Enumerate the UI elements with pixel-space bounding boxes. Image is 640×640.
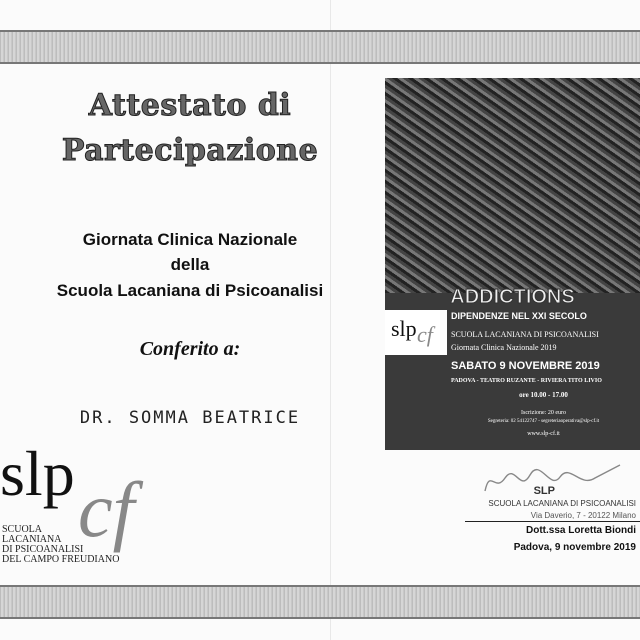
stamp-name: SLP — [533, 485, 555, 497]
event-poster — [385, 78, 640, 450]
logo-line: DI PSICOANALISI — [2, 544, 84, 555]
poster-artwork-chains — [385, 78, 640, 293]
bottom-border-band — [0, 585, 640, 619]
poster-event: Giornata Clinica Nazionale 2019 — [451, 343, 557, 352]
place-date: Padova, 9 novembre 2019 — [513, 542, 636, 553]
poster-date: SABATO 9 NOVEMBRE 2019 — [451, 360, 600, 372]
poster-fee: Iscrizione: 20 euro — [521, 410, 566, 416]
slp-logo: slp cf SCUOLA LACANIANA DI PSICOANALISI DEL CAMPO FREUDIANO — [0, 438, 135, 565]
event-line3: Scuola Lacaniana di Psicoanalisi — [56, 281, 324, 300]
poster-contact: Segreteria: 02 54122747 - segreteriaoperativa@slp-cf.it — [487, 419, 600, 424]
conferred-label: Conferito a: — [139, 338, 241, 360]
logo-line: SCUOLA — [2, 524, 43, 535]
handwritten-signature — [480, 463, 630, 497]
poster-hours: ore 10.00 - 17.00 — [519, 391, 568, 399]
logo-line: LACANIANA — [2, 534, 62, 545]
recipient-name: DR. SOMMA BEATRICE — [79, 408, 301, 428]
stamp-org: SCUOLA LACANIANA DI PSICOANALISI — [488, 499, 636, 508]
signatory-name: Dott.ssa Loretta Biondi — [525, 525, 636, 536]
poster-subtitle: DIPENDENZE NEL XXI SECOLO — [451, 311, 587, 321]
event-line1: Giornata Clinica Nazionale — [82, 230, 298, 249]
certificate-title-line2: Partecipazione — [61, 133, 319, 168]
signature-block — [385, 455, 640, 565]
logo-line: DEL CAMPO FREUDIANO — [2, 554, 120, 565]
event-line2: della — [170, 255, 210, 274]
signature-line — [465, 521, 640, 522]
poster-website: www.slp-cf.it — [527, 431, 560, 437]
certificate-title-line1: Attestato di — [88, 88, 292, 123]
poster-org: SCUOLA LACANIANA DI PSICOANALISI — [451, 330, 599, 339]
poster-logo: slp cf — [385, 310, 447, 355]
top-border-band — [0, 30, 640, 64]
poster-title: ADDICTIONS — [450, 286, 575, 308]
stamp-address: Via Daverio, 7 - 20122 Milano — [530, 511, 636, 520]
poster-venue: PADOVA - TEATRO RUZANTE - RIVIERA TITO LIVIO — [451, 378, 602, 384]
